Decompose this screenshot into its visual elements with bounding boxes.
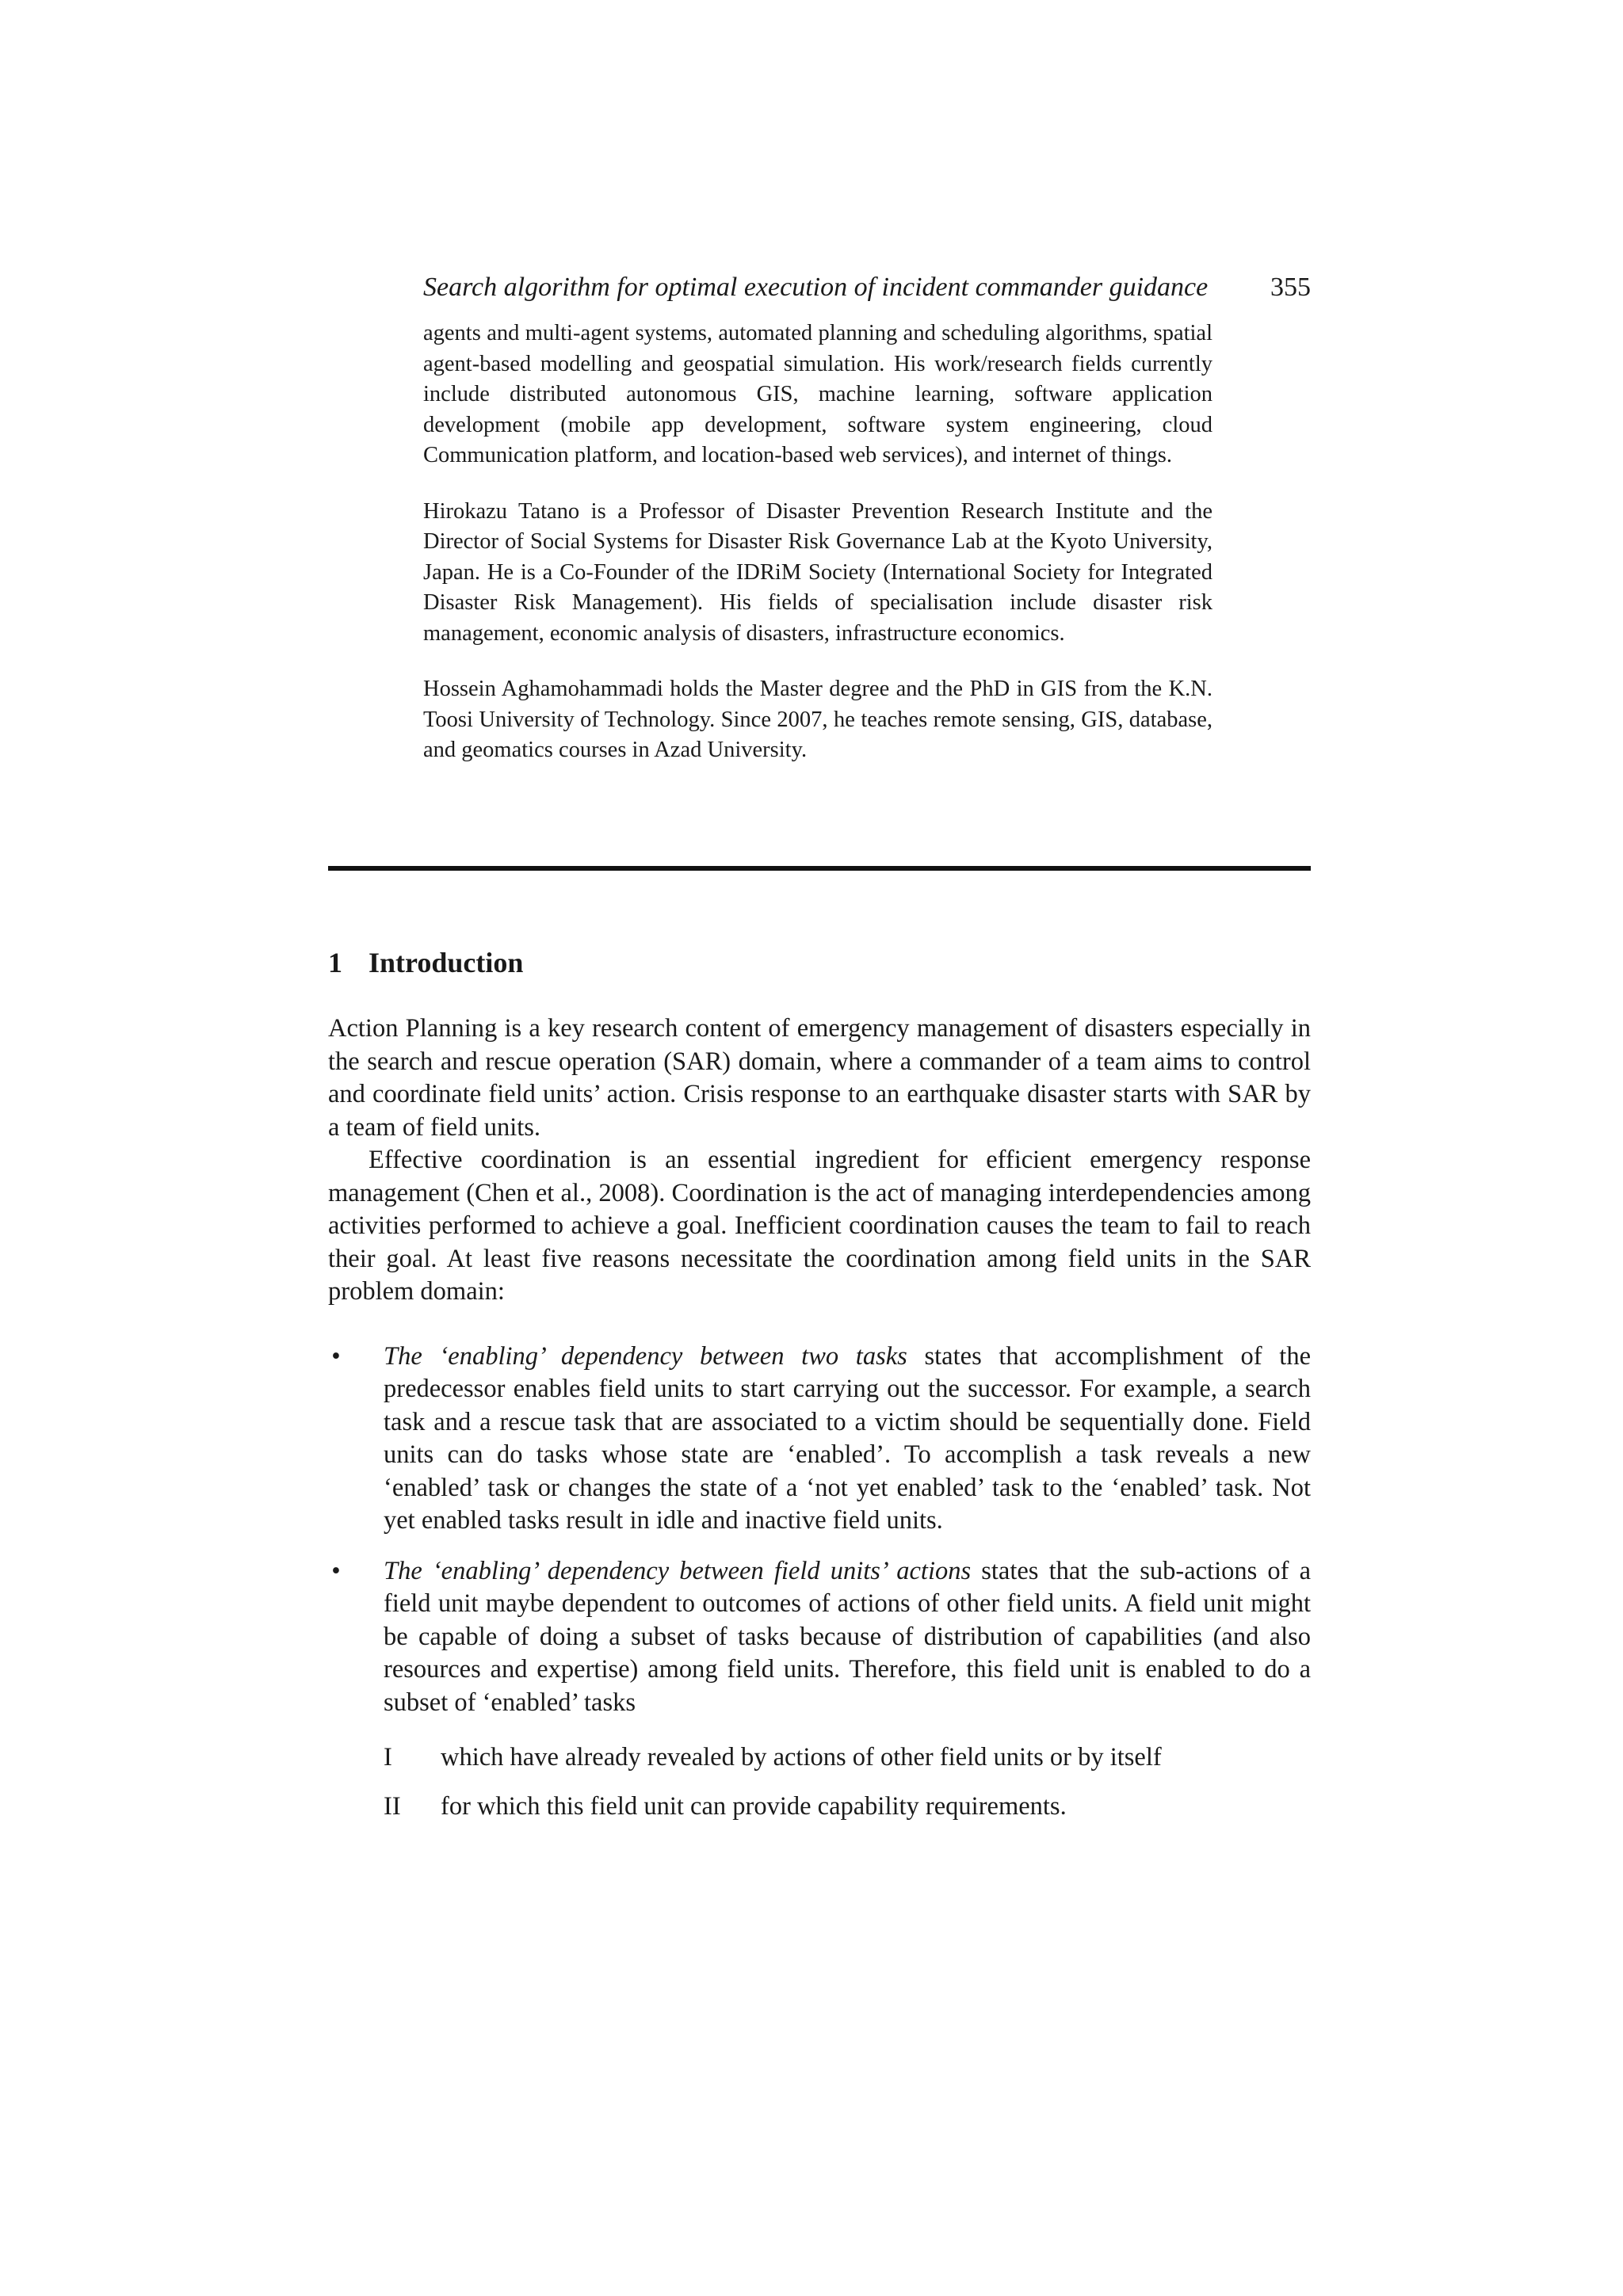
section-title: Introduction	[369, 947, 524, 978]
list-item	[328, 1555, 1311, 1720]
body-paragraph: Effective coordination is an essential ingredient for efficient emergency response management (Chen et al., 2008). Coordination is the act of managing interdependencies among activities performed to achieve a goal. Inefficient coordination causes the team to fail to reach their goal. At least five reasons necessitate the coordination among field units in the SAR problem domain:	[328, 1146, 1311, 1306]
bullet-marker: •	[331, 1341, 341, 1371]
bullet-text: states that the sub-actions of a field unit maybe dependent to outcomes of actions of other field units. A field unit might be capable of doing a subset of tasks because of distribution of capabilities (and also resources and expertise) among field units. Therefore, this field unit is enabled to do a subset of ‘enabled’ tasks	[384, 1556, 1311, 1717]
bio-paragraph-tatano: Hirokazu Tatano is a Professor of Disaster Prevention Research Institute and the Director of Social Systems for Disaster Risk Governance Lab at the Kyoto University, Japan. He is a Co-Founder of the IDRiM Society (International Society for Integrated Disaster Risk Management). His fields of specialisation include disaster risk management, economic analysis of disasters, infrastructure economics.	[423, 498, 1212, 646]
roman-numeral: II	[384, 1791, 401, 1821]
bullet-lead-italic: The ‘enabling’ dependency between field units’ actions	[384, 1556, 972, 1585]
section-heading	[328, 943, 523, 982]
roman-numeral: I	[384, 1743, 392, 1772]
sub-item-text: which have already revealed by actions of other field units or by itself	[441, 1743, 1162, 1772]
roman-numeral-list	[384, 1741, 1311, 1823]
running-head-title: Search algorithm for optimal execution of incident commander guidance	[423, 273, 1209, 302]
running-head	[423, 268, 1311, 307]
page-number: 355	[1270, 273, 1311, 302]
bullet-text: states that accomplishment of the predecessor enables field units to start carrying out the successor. For example, a search task and a rescue task that are associated to a victim should be sequentially done. Field units can do tasks whose state are ‘enabled’. To accomplish a task reveals a new ‘enabled’ task or changes the state of a ‘not yet enabled’ task to the ‘enabled’ task. Not yet enabled tasks result in idle and inactive field units.	[384, 1341, 1311, 1535]
bio-paragraph-continued: agents and multi-agent systems, automated planning and scheduling algorithms, spatial agent-based modelling and geospatial simulation. His work/research fields currently include distributed autonomous GIS, machine learning, software application development (mobile app development, software system engineering, cloud Communication platform, and location-based web services), and internet of things.	[423, 321, 1212, 467]
section-number: 1	[328, 947, 342, 978]
bullet-marker: •	[331, 1556, 341, 1585]
list-item	[328, 1341, 1311, 1538]
list-item	[384, 1791, 1311, 1824]
bio-paragraph-aghamohammadi: Hossein Aghamohammadi holds the Master degree and the PhD in GIS from the K.N. Toosi University of Technology. Since 2007, he teaches remote sensing, GIS, database, and geomatics courses in Azad University.	[423, 677, 1212, 762]
bullet-lead-italic: The ‘enabling’ dependency between two tasks	[384, 1341, 907, 1371]
body-paragraph: Action Planning is a key research content of emergency management of disasters especially in the search and rescue operation (SAR) domain, where a commander of a team aims to control and coordinate field units’ action. Crisis response to an earthquake disaster starts with SAR by a team of field units.	[328, 1014, 1311, 1142]
author-bios	[423, 318, 1212, 791]
section-divider-rule	[328, 866, 1311, 871]
list-item	[384, 1741, 1311, 1775]
sub-item-text: for which this field unit can provide capability requirements.	[441, 1791, 1067, 1821]
introduction-body	[328, 1013, 1311, 1839]
bullet-list	[328, 1341, 1311, 1720]
